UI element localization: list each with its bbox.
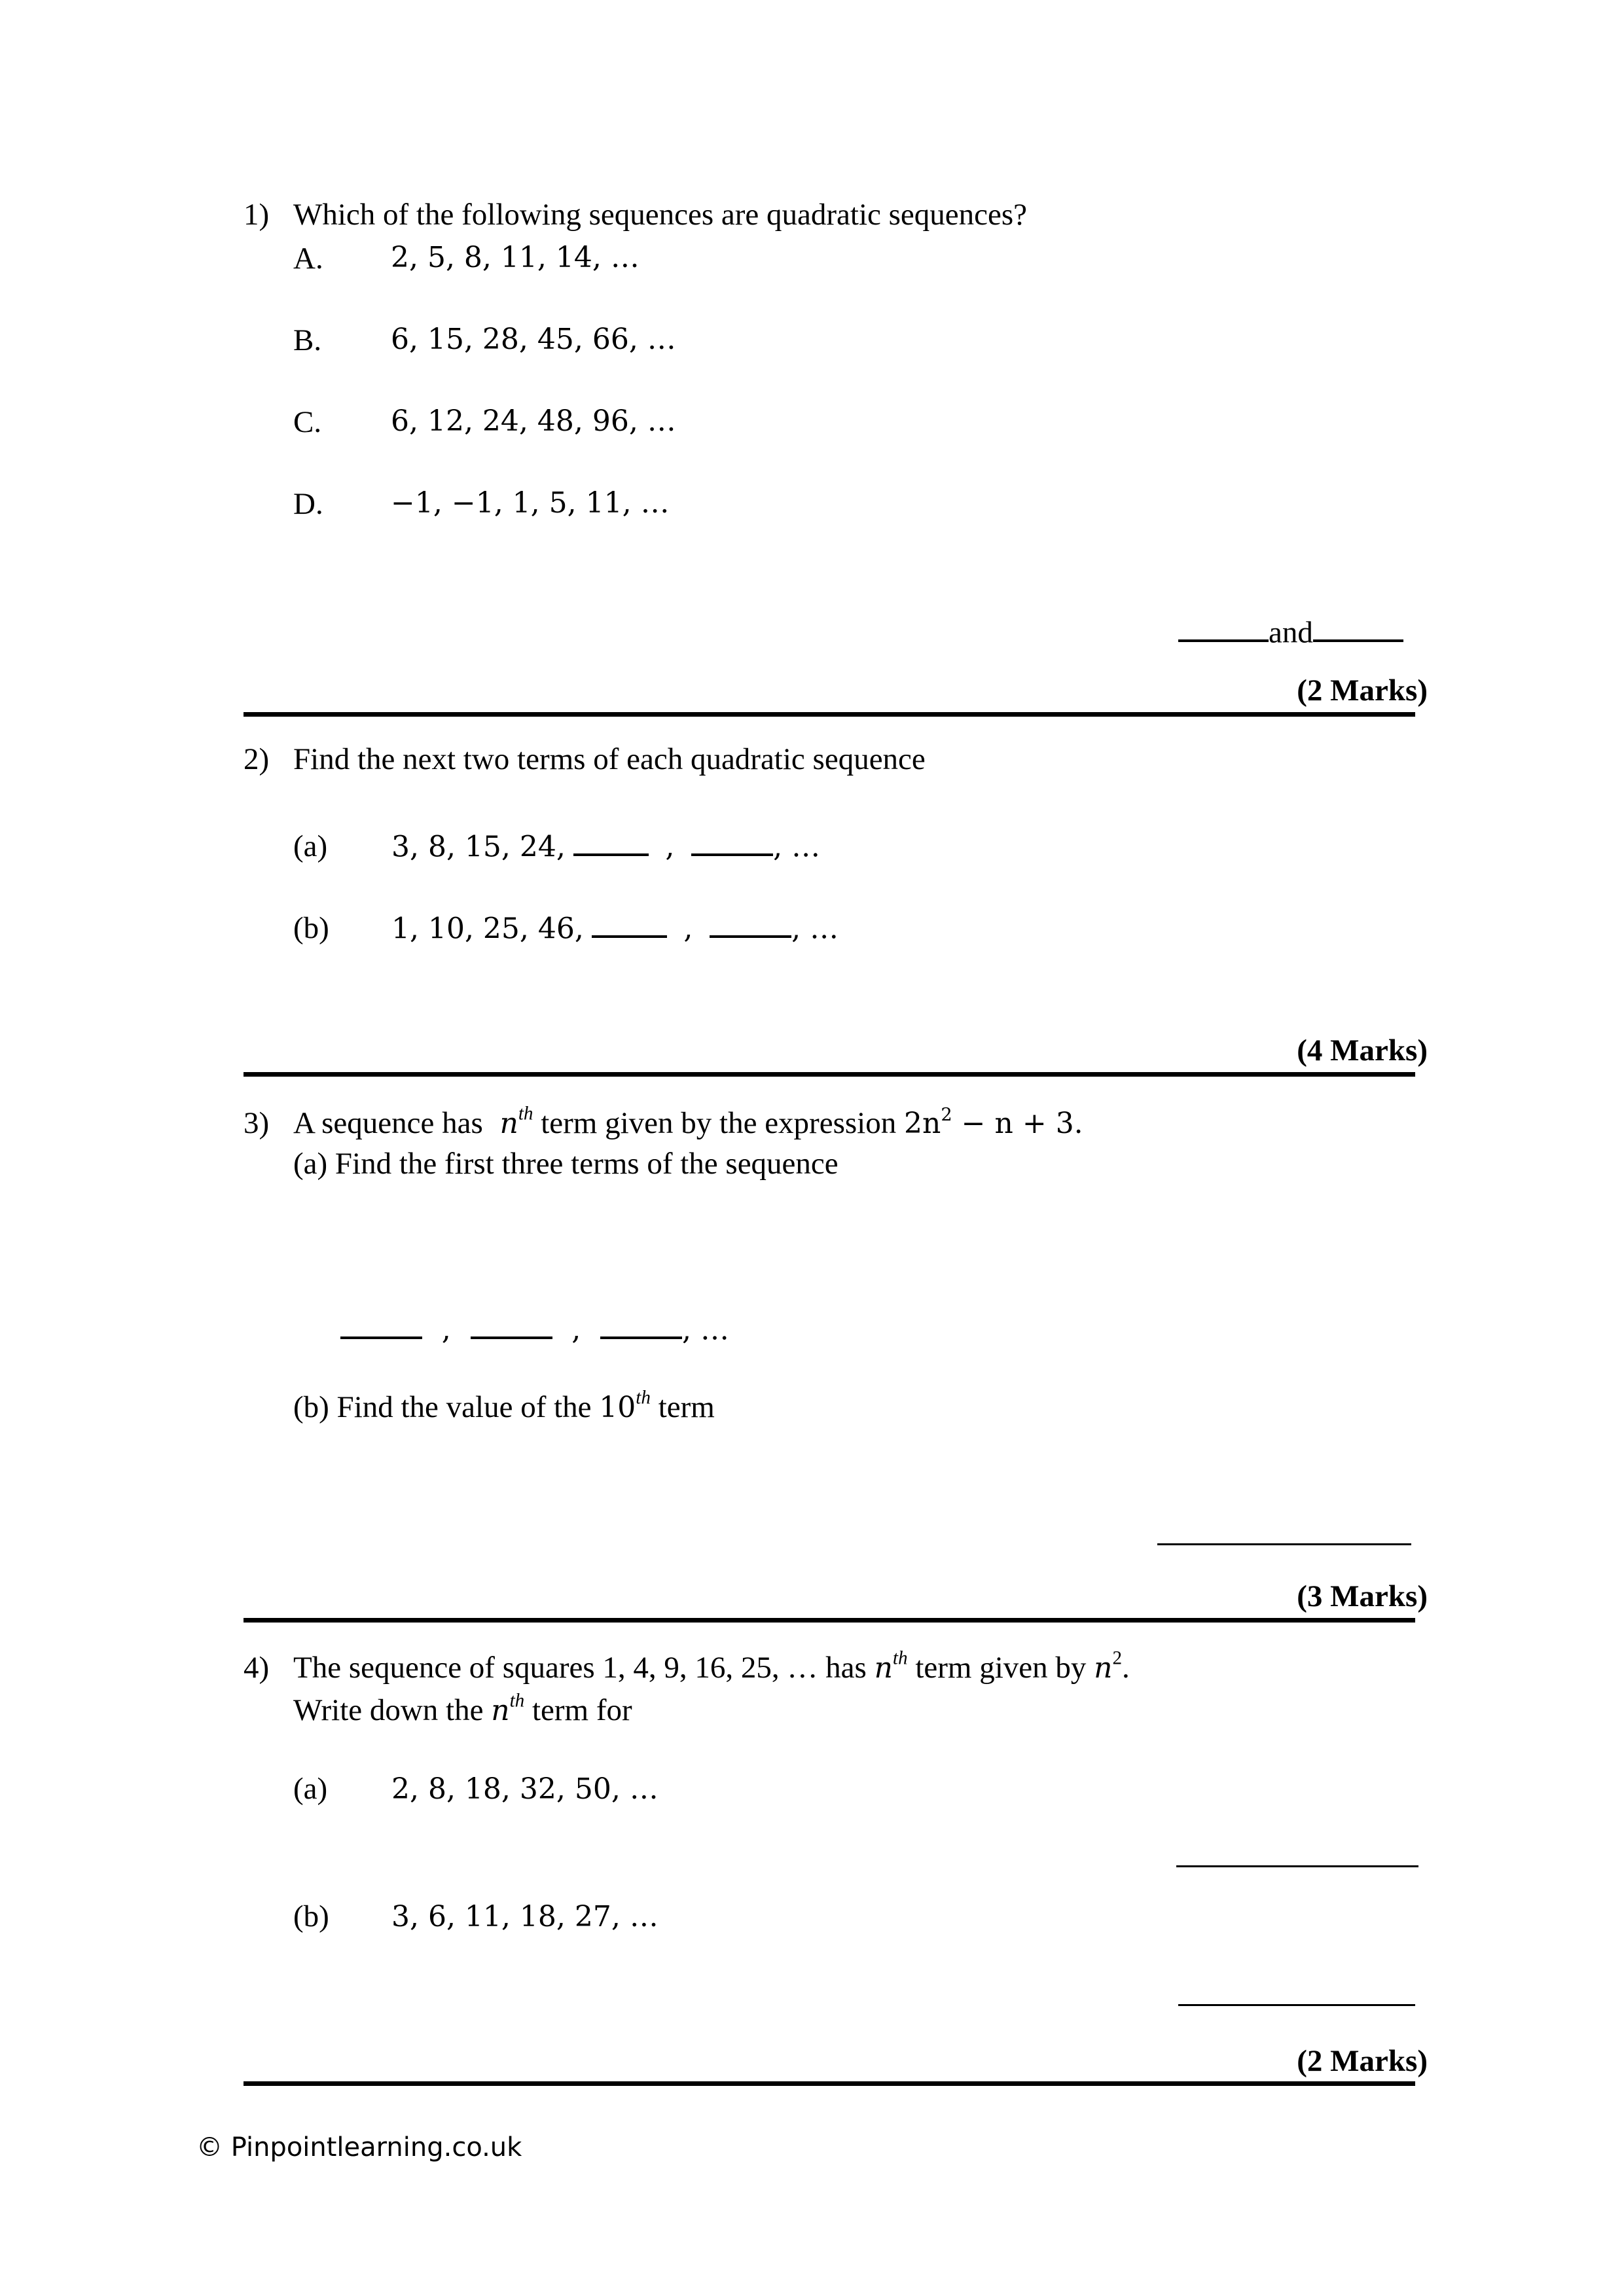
q1-option-d-label: D. — [293, 487, 323, 521]
q2-part-a-sequence: 3, 8, 15, 24, — [391, 830, 566, 864]
q4-expr-base: n — [1094, 1651, 1113, 1685]
q1-answer-area — [1178, 612, 1403, 648]
q4-part-a-label: (a) — [293, 1772, 328, 1806]
section-divider — [244, 1072, 1415, 1077]
q1-option-b-label: B. — [293, 323, 322, 357]
q1-answer-blank-1[interactable] — [1178, 612, 1269, 642]
q3-part-b-after: term — [658, 1390, 715, 1424]
q4-part-b-label: (b) — [293, 1899, 329, 1933]
q3-part-b-answer-line[interactable] — [1157, 1543, 1411, 1545]
q2-part-a-blank-2[interactable] — [691, 826, 773, 856]
q1-option-b-sequence: 6, 15, 28, 45, 66, … — [391, 323, 676, 356]
q4-expr-exp: 2 — [1112, 1647, 1123, 1669]
section-divider — [244, 1618, 1415, 1623]
q2-part-b-blank-2[interactable] — [710, 908, 791, 938]
q2-part-a-blank-1[interactable] — [573, 826, 649, 856]
q3-part-a-blank-2[interactable] — [471, 1309, 552, 1339]
q4-part-b-sequence: 3, 6, 11, 18, 27, … — [391, 1900, 659, 1933]
q4-expr-end: . — [1122, 1651, 1130, 1685]
q1-answer-joiner: and — [1269, 615, 1313, 650]
q4-line2-before: Write down the — [293, 1693, 484, 1727]
q2-marks: (4 Marks) — [1297, 1033, 1428, 1067]
q3-nth-sup: th — [518, 1103, 533, 1124]
q3-nth-base: n — [499, 1107, 518, 1140]
q4-part-a — [293, 1774, 659, 1804]
section-divider — [244, 712, 1415, 717]
q3-expr-coef: 2n — [903, 1107, 941, 1140]
q2-part-b-sequence: 1, 10, 25, 46, — [391, 912, 584, 946]
q4-part-a-sequence: 2, 8, 18, 32, 50, … — [391, 1772, 659, 1806]
q4-line2-nth-sup: th — [509, 1690, 525, 1712]
q1-option-c-sequence: 6, 12, 24, 48, 96, … — [391, 404, 676, 438]
q3-expression — [903, 1104, 1083, 1140]
q2-part-a-tail: , … — [773, 830, 821, 864]
footer-copyright: © Pinpointlearning.co.uk — [196, 2132, 522, 2162]
q4-part-a-answer-line[interactable] — [1176, 1865, 1418, 1867]
q2-part-b-blank-1[interactable] — [592, 908, 667, 938]
q4-part-b — [293, 1901, 659, 1932]
q3-part-b-sup: th — [636, 1387, 651, 1408]
q4-line2 — [293, 1690, 632, 1727]
q4-text — [293, 1647, 1130, 1685]
q3-part-a-blank-1[interactable] — [340, 1309, 422, 1339]
q1-option-a-sequence: 2, 5, 8, 11, 14, … — [391, 241, 640, 274]
q3-part-a-answers — [340, 1309, 729, 1345]
q3-part-b — [293, 1387, 715, 1424]
section-divider — [244, 2081, 1415, 2086]
q1-number: 1) — [244, 198, 270, 232]
q3-part-b-num: 10 — [599, 1391, 636, 1424]
q2-part-a — [293, 826, 820, 862]
q2-part-b-label: (b) — [293, 911, 329, 946]
q4-text-mid: term given by — [915, 1651, 1087, 1685]
q4-marks: (2 Marks) — [1297, 2044, 1428, 2078]
q2-part-a-separator: , — [665, 830, 675, 864]
q2-part-b — [293, 908, 839, 944]
q4-text-before: The sequence of squares 1, 4, 9, 16, 25, … has — [293, 1651, 867, 1685]
q2-part-b-tail: , … — [791, 912, 839, 946]
q4-number: 4) — [244, 1651, 270, 1685]
q4-nth-sup: th — [892, 1647, 908, 1669]
q3-text-after: term given by the expression — [541, 1106, 897, 1140]
q2-part-b-separator: , — [683, 912, 693, 946]
q4-part-b-answer-line[interactable] — [1178, 2004, 1415, 2006]
q3-marks: (3 Marks) — [1297, 1579, 1428, 1613]
q4-nth-base: n — [874, 1651, 893, 1685]
q4-line2-nth-base: n — [491, 1694, 510, 1727]
q3-part-a-tail: , … — [682, 1313, 729, 1347]
q2-text: Find the next two terms of each quadratic sequence — [293, 742, 926, 776]
q3-expr-exp: 2 — [941, 1104, 952, 1125]
q3-part-a: (a) Find the first three terms of the sequence — [293, 1147, 839, 1181]
q3-text — [293, 1103, 1083, 1140]
q1-option-c-label: C. — [293, 405, 322, 439]
q2-number: 2) — [244, 742, 270, 776]
q3-part-a-blank-3[interactable] — [600, 1309, 682, 1339]
q3-text-before: A sequence has — [293, 1106, 483, 1140]
q1-option-a-label: A. — [293, 242, 323, 276]
q1-text: Which of the following sequences are quadratic sequences? — [293, 198, 1028, 232]
q1-answer-blank-2[interactable] — [1313, 612, 1403, 642]
q1-option-d-sequence: −1, −1, 1, 5, 11, … — [391, 486, 670, 520]
q3-number: 3) — [244, 1106, 270, 1140]
q3-part-a-separator-1: , — [441, 1313, 451, 1347]
q3-part-b-before: (b) Find the value of the — [293, 1390, 592, 1424]
q3-expr-rest: − n + 3. — [952, 1107, 1083, 1140]
q4-line2-after: term for — [532, 1693, 632, 1727]
q1-marks: (2 Marks) — [1297, 673, 1428, 708]
q3-part-a-separator-2: , — [571, 1313, 581, 1347]
q2-part-a-label: (a) — [293, 829, 328, 864]
